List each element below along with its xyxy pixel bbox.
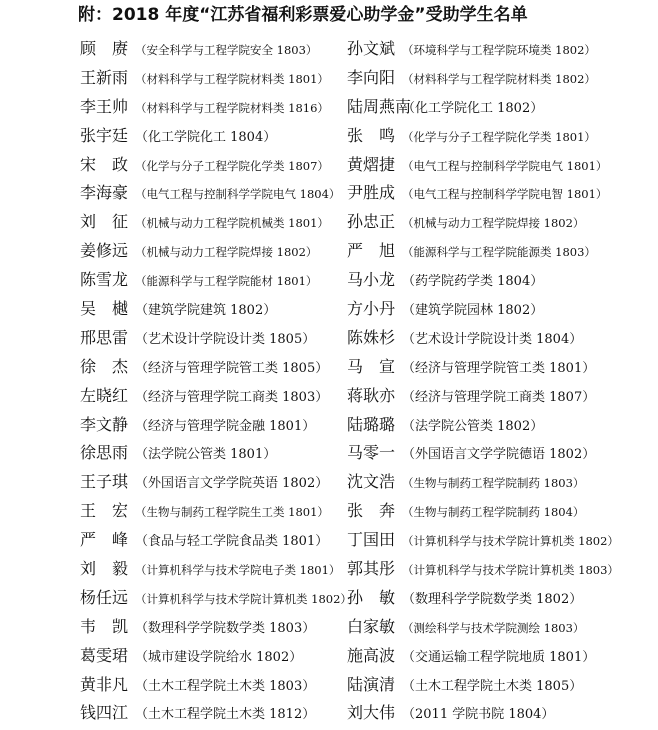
student-name: 李向阳 [347, 67, 396, 87]
student-entry-right [347, 353, 595, 384]
student-class: （艺术设计学院设计类 1805） [135, 331, 316, 347]
student-entry-left [80, 266, 317, 296]
student-class: （安全科学与工程学院安全 1803） [135, 43, 318, 57]
student-entry-right [347, 93, 543, 124]
student-entry-left [80, 179, 340, 209]
list-row [0, 237, 658, 266]
student-class: （电气工程与控制科学学院电智 1801） [402, 187, 608, 202]
student-entry-right [347, 35, 596, 65]
student-class: （材料科学与工程学院材料类 1816） [135, 100, 329, 115]
student-entry-left [80, 642, 302, 673]
student-name: 蒋耿亦 [347, 385, 396, 405]
student-entry-left [80, 237, 317, 267]
student-name: 顾 赓 [80, 39, 129, 58]
student-name: 丁国田 [347, 530, 396, 550]
student-entry-right [347, 324, 582, 355]
list-row [0, 468, 658, 497]
list-row [0, 324, 658, 353]
student-entry-left [80, 122, 276, 153]
student-entry-right [347, 613, 584, 643]
student-name: 陆演清 [347, 674, 396, 694]
student-class: （药学院药学类 1804） [402, 274, 544, 290]
student-class: （土木工程学院土木类 1803） [135, 678, 316, 694]
list-row [0, 122, 658, 151]
student-entry-left [80, 93, 329, 123]
student-entry-right [347, 671, 582, 702]
student-class: （计算机科学与技术学院计算机类 1802） [402, 534, 619, 549]
student-class: （法学院公管类 1802） [402, 418, 544, 434]
student-class: （外国语言文学学院英语 1802） [135, 476, 329, 492]
student-entry-right [347, 208, 584, 238]
student-class: （生物与制药工程学院制药 1803） [402, 476, 585, 491]
student-name: 杨任远 [80, 587, 129, 607]
list-row [0, 382, 658, 411]
student-name: 白家敏 [347, 616, 396, 636]
list-row [0, 35, 658, 64]
student-name: 施高波 [347, 645, 396, 665]
student-class: （土木工程学院土木类 1812） [135, 707, 316, 723]
student-class: （材料科学与工程学院材料类 1802） [402, 71, 596, 86]
student-entry-right [347, 382, 595, 413]
student-entry-left [80, 613, 315, 644]
student-class: （机械与动力工程学院焊接 1802） [402, 216, 585, 231]
student-entry-right [347, 642, 595, 673]
recipient-list [0, 35, 658, 728]
student-entry-left [80, 382, 328, 413]
student-name: 张宇廷 [80, 125, 129, 145]
student-name: 马 宣 [347, 356, 396, 376]
student-class: （测绘科学与技术学院测绘 1803） [402, 620, 585, 635]
student-name: 陈姝杉 [347, 327, 396, 347]
student-class: （经济与管理学院金融 1801） [135, 418, 316, 434]
list-row [0, 411, 658, 440]
student-entry-right [347, 555, 619, 585]
student-class: （数理科学学院数学类 1802） [402, 591, 583, 607]
student-name: 方小丹 [347, 299, 396, 319]
student-name: 李王帅 [80, 96, 129, 116]
student-entry-right [347, 497, 584, 527]
student-name: 马小龙 [347, 270, 396, 290]
student-entry-left [80, 699, 315, 730]
list-row [0, 439, 658, 468]
list-row [0, 613, 658, 642]
list-row [0, 93, 658, 122]
student-class: （经济与管理学院管工类 1801） [402, 360, 596, 376]
student-class: （机械与动力工程学院机械类 1801） [135, 216, 329, 231]
student-name: 刘大伟 [347, 703, 396, 723]
student-name: 徐 杰 [80, 356, 129, 376]
list-row [0, 64, 658, 93]
list-row [0, 555, 658, 584]
student-name: 沈文浩 [347, 472, 396, 492]
student-class: （化工学院化工 1804） [135, 129, 277, 145]
student-entry-left [80, 555, 340, 585]
student-name: 徐思雨 [80, 443, 129, 463]
student-name: 葛雯珺 [80, 645, 129, 665]
student-class: （土木工程学院土木类 1805） [402, 678, 583, 694]
student-entry-right [347, 526, 619, 556]
student-name: 马零一 [347, 443, 396, 463]
student-name: 李海豪 [80, 183, 129, 203]
student-class: （经济与管理学院工商类 1803） [135, 389, 329, 405]
student-class: （法学院公管类 1801） [135, 447, 277, 463]
student-entry-right [347, 584, 582, 615]
student-entry-left [80, 468, 328, 499]
student-class: （经济与管理学院工商类 1807） [402, 389, 596, 405]
student-entry-left [80, 353, 328, 384]
student-class: （计算机科学与技术学院计算机类 1802） [135, 591, 352, 606]
student-entry-left [80, 671, 315, 702]
student-name: 郭其彤 [347, 559, 396, 579]
student-name: 王新雨 [80, 67, 129, 87]
student-class: （能源科学与工程学院能材 1801） [135, 274, 318, 289]
student-class: （经济与管理学院管工类 1805） [135, 360, 329, 376]
student-class: （食品与轻工学院食品类 1801） [135, 534, 329, 550]
student-entry-left [80, 208, 329, 238]
list-row [0, 266, 658, 295]
student-class: （艺术设计学院设计类 1804） [402, 331, 583, 347]
student-entry-left [80, 324, 315, 355]
list-row [0, 353, 658, 382]
student-entry-right [347, 237, 596, 267]
list-row [0, 526, 658, 555]
student-entry-left [80, 439, 276, 470]
list-row [0, 497, 658, 526]
student-name: 刘 征 [80, 212, 129, 232]
student-entry-right [347, 699, 554, 730]
student-name: 孙文斌 [347, 39, 396, 58]
student-class: （建筑学院建筑 1802） [135, 303, 277, 319]
student-name: 严 旭 [347, 241, 396, 261]
list-row [0, 151, 658, 180]
student-name: 王子琪 [80, 472, 129, 492]
student-class: （化学与分子工程学院化学类 1807） [135, 158, 329, 173]
student-name: 王 宏 [80, 501, 129, 521]
student-class: （数理科学学院数学类 1803） [135, 620, 316, 636]
student-name: 黄熠捷 [347, 154, 396, 174]
student-name: 孙 敏 [347, 587, 396, 607]
student-entry-right [347, 64, 596, 94]
student-name: 左晓红 [80, 385, 129, 405]
student-entry-right [347, 266, 543, 297]
student-class: （外国语言文学学院德语 1802） [402, 447, 596, 463]
student-class: （电气工程与控制科学学院电气 1804） [135, 187, 341, 202]
student-name: 李文静 [80, 414, 129, 434]
student-name: 邢思雷 [80, 327, 129, 347]
student-name: 张 奔 [347, 501, 396, 521]
student-class: （化学与分子工程学院化学类 1801） [402, 129, 596, 144]
student-entry-left [80, 526, 328, 557]
student-entry-right [347, 439, 595, 470]
list-row [0, 295, 658, 324]
student-entry-left [80, 151, 329, 181]
student-class: （建筑学院园林 1802） [402, 303, 544, 319]
student-class: （2011 学院书院 1804） [402, 707, 555, 723]
student-class: （交通运输工程学院地质 1801） [402, 649, 596, 665]
student-class: （生物与制药工程学院生工类 1801） [135, 505, 329, 520]
student-class: （材料科学与工程学院材料类 1801） [135, 71, 329, 86]
student-entry-right [347, 468, 584, 498]
student-name: 张 鸣 [347, 125, 396, 145]
student-entry-left [80, 35, 317, 65]
student-class: （能源科学与工程学院能源类 1803） [402, 245, 596, 260]
student-class: （计算机科学与技术学院计算机类 1803） [402, 563, 619, 578]
student-name: 严 峰 [80, 530, 129, 550]
student-class: （环境科学与工程学院环境类 1802） [402, 43, 596, 57]
student-name: 刘 毅 [80, 559, 129, 579]
student-name: 陈雪龙 [80, 270, 129, 290]
student-entry-right [347, 151, 607, 181]
list-row [0, 179, 658, 208]
student-name: 韦 凯 [80, 616, 129, 636]
student-entry-left [80, 295, 276, 326]
student-class: （生物与制药工程学院制药 1804） [402, 505, 585, 520]
student-entry-left [80, 64, 329, 94]
student-class: （电气工程与控制科学学院电气 1801） [402, 158, 608, 173]
student-name: 黄非凡 [80, 674, 129, 694]
list-row [0, 642, 658, 671]
student-name: 宋 政 [80, 154, 129, 174]
student-class: （化工学院化工 1802） [402, 100, 544, 116]
student-class: （计算机科学与技术学院电子类 1801） [135, 563, 341, 578]
student-entry-right [347, 295, 543, 326]
student-name: 钱四江 [80, 703, 129, 723]
student-class: （机械与动力工程学院焊接 1802） [135, 245, 318, 260]
student-entry-right [347, 179, 607, 209]
student-entry-left [80, 411, 315, 442]
list-row [0, 671, 658, 700]
student-name: 陆璐璐 [347, 414, 396, 434]
student-entry-right [347, 411, 543, 442]
student-name: 吴 樾 [80, 299, 129, 319]
student-entry-right [347, 122, 596, 152]
student-class: （城市建设学院给水 1802） [135, 649, 303, 665]
page-title: 附：2018 年度“江苏省福利彩票爱心助学金”受助学生名单 [78, 5, 528, 25]
student-name: 陆周燕南 [347, 96, 412, 116]
student-entry-left [80, 497, 329, 527]
list-row [0, 584, 658, 613]
student-name: 尹胜成 [347, 183, 396, 203]
student-entry-left [80, 584, 352, 614]
list-row [0, 208, 658, 237]
student-name: 姜修远 [80, 241, 129, 261]
list-row [0, 699, 658, 728]
student-name: 孙忠正 [347, 212, 396, 232]
